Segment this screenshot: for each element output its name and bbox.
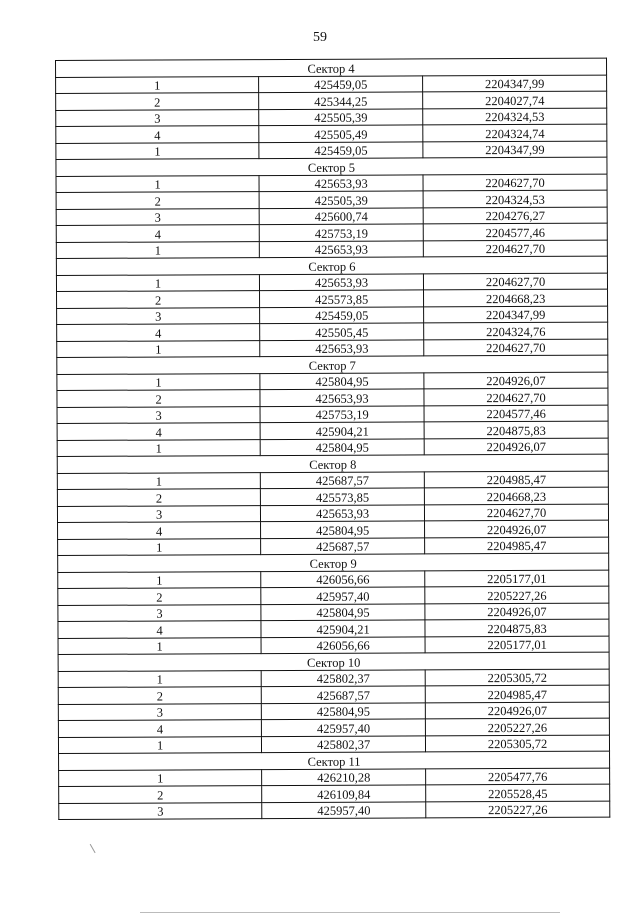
x-coordinate: 425804,95 — [261, 702, 425, 719]
table-row — [56, 108, 607, 127]
y-coordinate: 2205305,72 — [425, 669, 609, 686]
x-coordinate: 425653,93 — [261, 504, 425, 521]
point-number: 1 — [56, 76, 259, 93]
x-coordinate: 425459,05 — [259, 141, 423, 158]
y-coordinate: 2204985,47 — [425, 537, 609, 554]
table-row — [57, 339, 608, 358]
x-coordinate: 425687,57 — [261, 537, 425, 554]
y-coordinate: 2204627,70 — [423, 174, 607, 191]
x-coordinate: 425687,57 — [261, 686, 425, 703]
y-coordinate: 2204027,74 — [423, 91, 607, 108]
y-coordinate: 2204926,07 — [425, 603, 609, 620]
x-coordinate: 425653,93 — [260, 389, 424, 406]
table-row — [59, 768, 610, 787]
point-number: 4 — [57, 324, 260, 341]
point-number: 1 — [58, 538, 261, 555]
table-row — [57, 471, 608, 490]
x-coordinate: 425802,37 — [262, 735, 426, 752]
table-row — [58, 718, 609, 737]
table-row — [58, 603, 609, 622]
point-number: 3 — [57, 505, 260, 522]
point-number: 1 — [57, 340, 260, 357]
x-coordinate: 426056,66 — [261, 570, 425, 587]
y-coordinate: 2204627,70 — [424, 339, 608, 356]
x-coordinate: 425957,40 — [262, 801, 426, 818]
point-number: 1 — [57, 439, 260, 456]
x-coordinate: 425459,05 — [260, 306, 424, 323]
x-coordinate: 425687,57 — [260, 471, 424, 488]
y-coordinate: 2204875,83 — [424, 421, 608, 438]
point-number: 2 — [58, 588, 261, 605]
table-row — [56, 124, 607, 143]
point-number: 4 — [56, 225, 259, 242]
x-coordinate: 425653,93 — [260, 339, 424, 356]
point-number: 4 — [56, 126, 259, 143]
y-coordinate: 2205528,45 — [426, 784, 610, 801]
x-coordinate: 426056,66 — [261, 636, 425, 653]
x-coordinate: 425505,49 — [259, 125, 423, 142]
table-row — [57, 372, 608, 391]
y-coordinate: 2205227,26 — [426, 801, 610, 818]
y-coordinate: 2205177,01 — [425, 636, 609, 653]
y-coordinate: 2204347,99 — [423, 75, 607, 92]
sector-title: Сектор 11 — [59, 751, 610, 770]
y-coordinate: 2204926,07 — [424, 438, 608, 455]
table-row — [56, 75, 607, 94]
x-coordinate: 425573,85 — [260, 290, 424, 307]
table-row — [56, 190, 607, 209]
page-number: 59 — [313, 30, 327, 45]
y-coordinate: 2204985,47 — [424, 471, 608, 488]
x-coordinate: 426109,84 — [262, 785, 426, 802]
table-row — [57, 322, 608, 341]
point-number: 3 — [58, 604, 261, 621]
y-coordinate: 2204985,47 — [425, 685, 609, 702]
point-number: 1 — [56, 142, 259, 159]
point-number: 1 — [58, 637, 261, 654]
sector-title: Сектор 4 — [56, 58, 607, 77]
y-coordinate: 2204627,70 — [424, 388, 608, 405]
point-number: 2 — [57, 291, 260, 308]
point-number: 3 — [56, 109, 259, 126]
table-row — [57, 289, 608, 308]
x-coordinate: 425904,21 — [261, 620, 425, 637]
y-coordinate: 2204324,76 — [424, 322, 608, 339]
point-number: 4 — [58, 720, 261, 737]
point-number: 4 — [58, 522, 261, 539]
point-number: 1 — [56, 274, 259, 291]
x-coordinate: 425753,19 — [260, 405, 424, 422]
point-number: 1 — [58, 736, 261, 753]
table-row — [59, 801, 610, 820]
y-coordinate: 2204875,83 — [425, 619, 609, 636]
point-number: 1 — [56, 241, 259, 258]
scan-edge-line — [140, 912, 560, 913]
x-coordinate: 425802,37 — [261, 669, 425, 686]
y-coordinate: 2204324,53 — [423, 190, 607, 207]
y-coordinate: 2204926,07 — [425, 702, 609, 719]
y-coordinate: 2204577,46 — [423, 223, 607, 240]
x-coordinate: 425904,21 — [260, 422, 424, 439]
y-coordinate: 2204926,07 — [424, 372, 608, 389]
y-coordinate: 2205227,26 — [425, 586, 609, 603]
point-number: 3 — [58, 703, 261, 720]
x-coordinate: 426210,28 — [262, 768, 426, 785]
table-row — [57, 487, 608, 506]
y-coordinate: 2204627,70 — [423, 240, 607, 257]
table-row — [58, 702, 609, 721]
sector-title: Сектор 6 — [56, 256, 607, 275]
x-coordinate: 425753,19 — [259, 224, 423, 241]
y-coordinate: 2204926,07 — [425, 520, 609, 537]
x-coordinate: 425804,95 — [260, 372, 424, 389]
sector-title: Сектор 5 — [56, 157, 607, 176]
point-number: 2 — [57, 390, 260, 407]
y-coordinate: 2204668,23 — [424, 487, 608, 504]
point-number: 1 — [56, 175, 259, 192]
point-number: 3 — [57, 307, 260, 324]
point-number: 2 — [58, 687, 261, 704]
y-coordinate: 2205477,76 — [426, 768, 610, 785]
y-coordinate: 2205227,26 — [426, 718, 610, 735]
x-coordinate: 425600,74 — [259, 207, 423, 224]
y-coordinate: 2204324,74 — [423, 124, 607, 141]
point-number: 2 — [56, 93, 259, 110]
point-number: 1 — [58, 571, 261, 588]
scan-speck — [90, 843, 98, 853]
point-number: 3 — [57, 406, 260, 423]
y-coordinate: 2205305,72 — [426, 735, 610, 752]
table-row — [57, 306, 608, 325]
point-number: 1 — [59, 769, 262, 786]
table-row — [56, 223, 607, 242]
point-number: 1 — [57, 373, 260, 390]
table-row — [57, 504, 608, 523]
table-row — [58, 636, 609, 655]
table-row — [56, 91, 607, 110]
coordinates-table — [55, 58, 610, 820]
table-row — [58, 570, 609, 589]
x-coordinate: 425957,40 — [262, 719, 426, 736]
point-number: 1 — [58, 670, 261, 687]
y-coordinate: 2204627,70 — [425, 504, 609, 521]
x-coordinate: 425459,05 — [259, 75, 423, 92]
x-coordinate: 425653,93 — [260, 273, 424, 290]
table-row — [56, 207, 607, 226]
x-coordinate: 425804,95 — [260, 438, 424, 455]
table-row — [58, 685, 609, 704]
table-row — [56, 174, 607, 193]
point-number: 1 — [57, 472, 260, 489]
y-coordinate: 2204347,99 — [424, 306, 608, 323]
x-coordinate: 425653,93 — [259, 174, 423, 191]
y-coordinate: 2204324,53 — [423, 108, 607, 125]
point-number: 4 — [57, 423, 260, 440]
x-coordinate: 425573,85 — [261, 488, 425, 505]
sector-title: Сектор 7 — [57, 355, 608, 374]
table-row — [56, 141, 607, 160]
point-number: 3 — [59, 802, 262, 819]
table-row — [58, 586, 609, 605]
x-coordinate: 425653,93 — [259, 240, 423, 257]
y-coordinate: 2204276,27 — [423, 207, 607, 224]
x-coordinate: 425505,45 — [260, 323, 424, 340]
sector-title: Сектор 10 — [58, 652, 609, 671]
point-number: 2 — [56, 192, 259, 209]
point-number: 2 — [59, 786, 262, 803]
point-number: 4 — [58, 621, 261, 638]
table-row — [57, 405, 608, 424]
sector-title: Сектор 8 — [57, 454, 608, 473]
table-row — [58, 735, 609, 754]
table-row — [56, 273, 607, 292]
x-coordinate: 425344,25 — [259, 92, 423, 109]
table-row — [59, 784, 610, 803]
table-row — [57, 438, 608, 457]
x-coordinate: 425804,95 — [261, 521, 425, 538]
table-row — [57, 421, 608, 440]
x-coordinate: 425505,39 — [259, 108, 423, 125]
table-row — [58, 669, 609, 688]
point-number: 2 — [57, 489, 260, 506]
table-row — [58, 619, 609, 638]
table-row — [58, 520, 609, 539]
table-row — [56, 240, 607, 259]
x-coordinate: 425804,95 — [261, 603, 425, 620]
y-coordinate: 2204577,46 — [424, 405, 608, 422]
y-coordinate: 2204668,23 — [424, 289, 608, 306]
y-coordinate: 2204347,99 — [423, 141, 607, 158]
table-row — [58, 537, 609, 556]
y-coordinate: 2204627,70 — [424, 273, 608, 290]
y-coordinate: 2205177,01 — [425, 570, 609, 587]
table-row — [57, 388, 608, 407]
x-coordinate: 425505,39 — [259, 191, 423, 208]
x-coordinate: 425957,40 — [261, 587, 425, 604]
point-number: 3 — [56, 208, 259, 225]
sector-title: Сектор 9 — [58, 553, 609, 572]
